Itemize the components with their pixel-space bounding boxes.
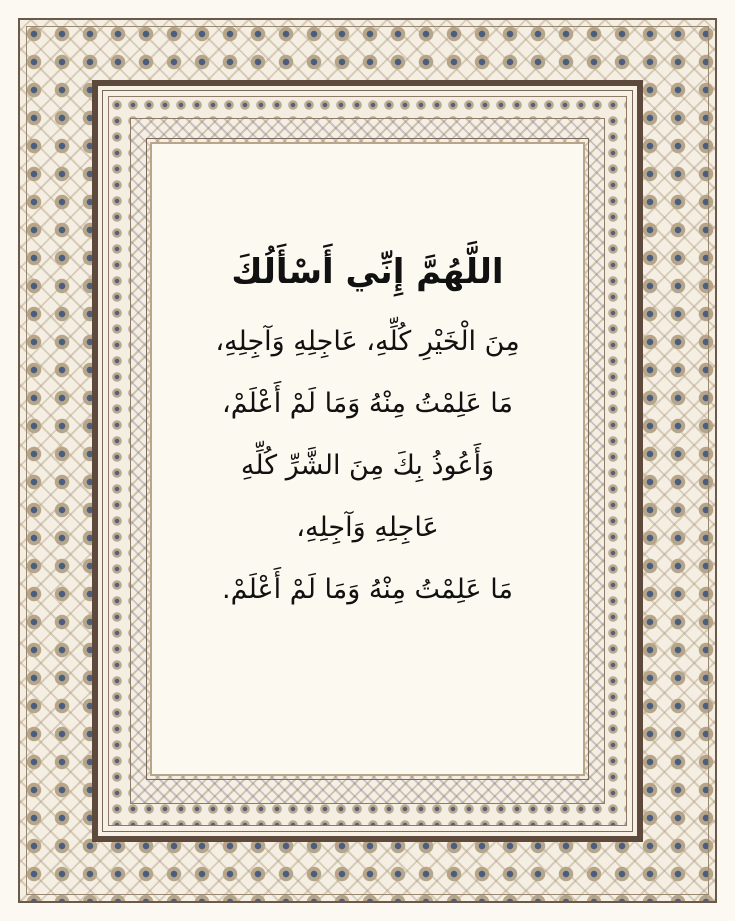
dua-line-1: مِنَ الْخَيْرِ كُلِّهِ، عَاجِلِهِ وَآجِلِهِ، xyxy=(215,326,520,357)
dua-line-3: وَأَعُوذُ بِكَ مِنَ الشَّرِّ كُلِّهِ xyxy=(240,450,495,481)
dua-line-2: مَا عَلِمْتُ مِنْهُ وَمَا لَمْ أَعْلَمْ، xyxy=(221,388,513,419)
text-panel xyxy=(150,142,585,776)
dua-line-4: عَاجِلِهِ وَآجِلِهِ، xyxy=(296,512,439,543)
dua-line-5: مَا عَلِمْتُ مِنْهُ وَمَا لَمْ أَعْلَمْ. xyxy=(222,574,513,605)
dua-heading: اللَّهُمَّ إِنِّي أَسْأَلُكَ xyxy=(231,252,504,292)
